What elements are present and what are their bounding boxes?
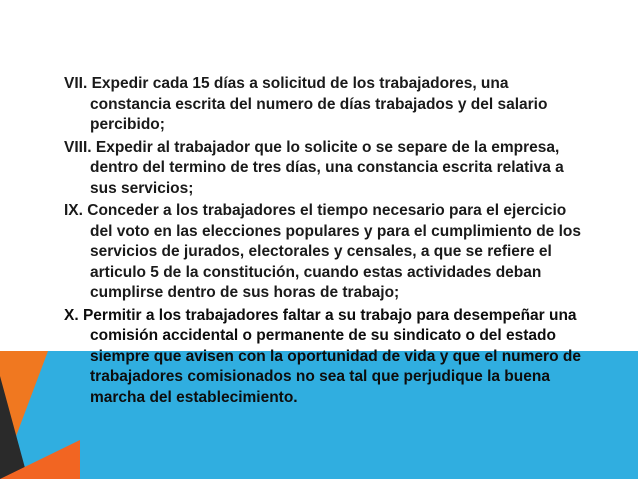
decorative-band-orange-corner: [0, 440, 80, 479]
list-item-ix: IX. Conceder a los trabajadores el tiempo necesario para el ejercicio del voto en las elecciones populares y para el cumplimiento de los servicios de jurados, electorales y censales, a que se refiere el articulo 5 de la constitución, cuando estas actividades deban cumplirse dentro de sus horas de trabajo;: [64, 202, 581, 301]
slide-body: [64, 74, 584, 410]
list-item-viii: VIII. Expedir al trabajador que lo solicite o se separe de la empresa, dentro del termino de tres días, una constancia escrita relativa a sus servicios;: [64, 138, 564, 197]
list-item-vii: VII. Expedir cada 15 días a solicitud de los trabajadores, una constancia escrita del numero de días trabajados y del salario percibido;: [64, 75, 548, 133]
list-item-x: X. Permitir a los trabajadores faltar a su trabajo para desempeñar una comisión accidental o permanente de su sindicato o del estado siempre que avisen con la oportunidad de vida y que el numero de trabajadores comisionados no sea tal que perjudique la buena marcha del establecimiento.: [64, 306, 581, 406]
